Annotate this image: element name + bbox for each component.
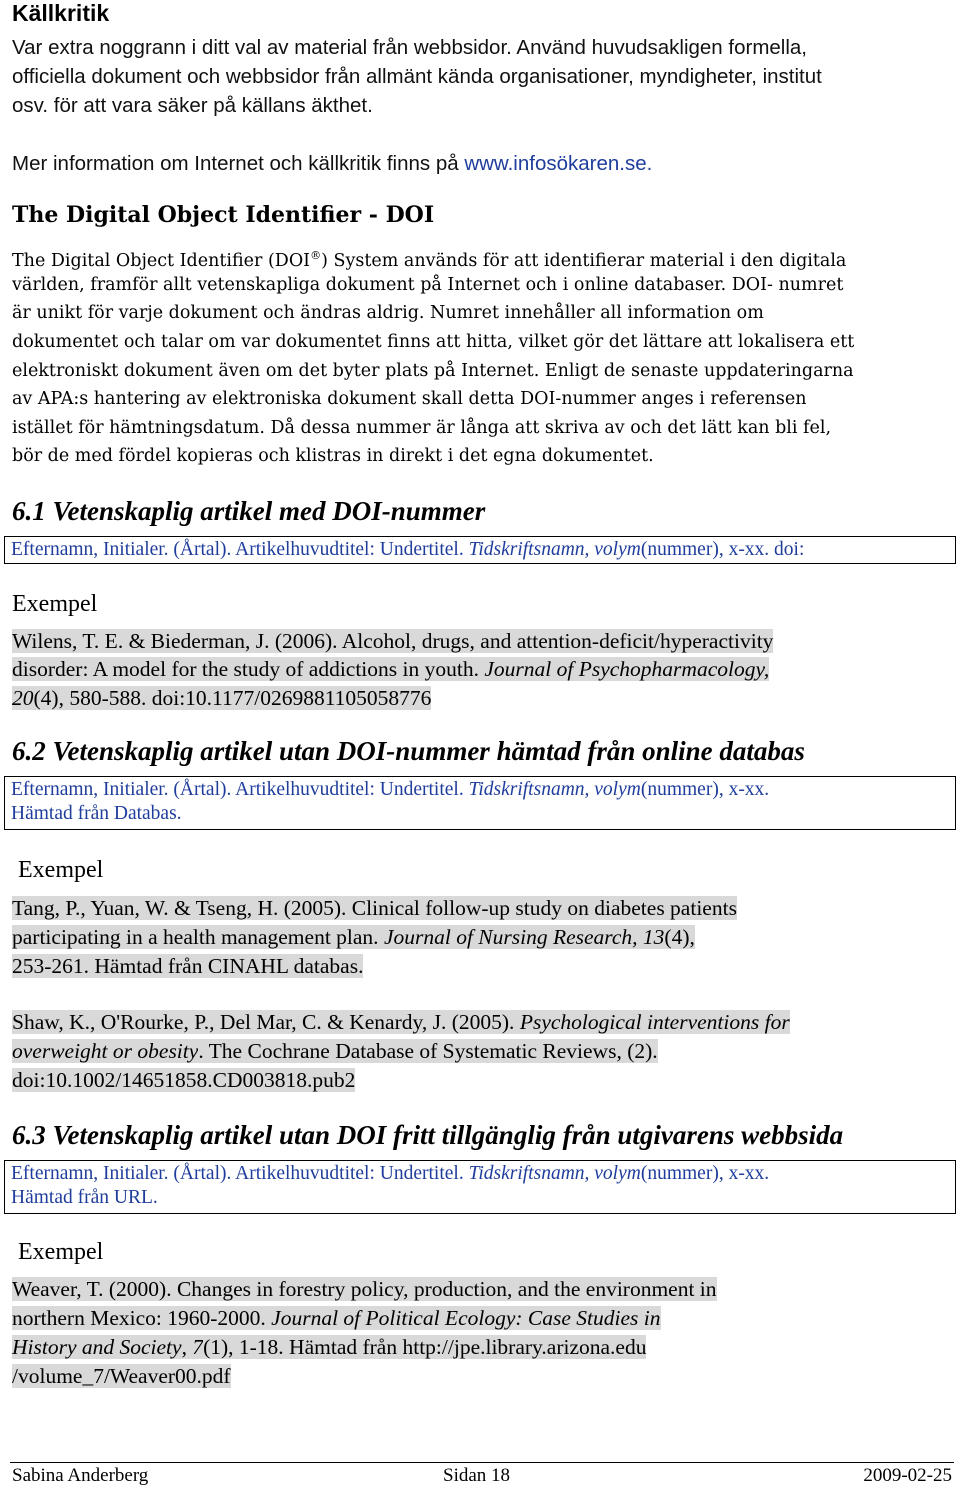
template-6-1-journal: Tidskriftsnamn, volym: [468, 539, 641, 560]
footer-page-number: Sidan 18: [443, 1465, 511, 1486]
ref-weaver-line-3: [12, 1333, 646, 1362]
footer-date: 2009-02-25: [863, 1465, 952, 1486]
doi-heading: The Digital Object Identifier - DOI: [12, 202, 435, 228]
ref-wilens-line-1: [12, 627, 773, 656]
ref-wilens-l3b: (4), 580-588. doi:10.1177/0269881105058776: [33, 686, 432, 710]
infosokaren-link[interactable]: www.infosökaren.se.: [464, 152, 653, 175]
template-6-2-line-2: Hämtad från Databas.: [11, 803, 182, 824]
ref-wilens-l2a: disorder: A model for the study of addictions in youth.: [12, 657, 485, 681]
ref-tang-line-2: [12, 923, 695, 952]
doi-line-1-prefix: The Digital Object Identifier (DOI: [12, 250, 311, 271]
doi-line-3: är unikt för varje dokument och ändras aldrig. Numret innehåller all information om: [12, 303, 764, 323]
kallkritik-line-2: officiella dokument och webbsidor från allmänt kända organisationer, myndigheter, institut: [12, 65, 822, 88]
doi-line-1-suffix: ) System används för att identifierar material i den digitala: [321, 250, 847, 271]
ref-tang-l3: 253-261. Hämtad från CINAHL databas.: [12, 954, 364, 978]
ref-shaw-l1a: Shaw, K., O'Rourke, P., Del Mar, C. & Kenardy, J. (2005).: [12, 1010, 520, 1034]
ref-wilens-line-3: [12, 684, 431, 713]
doi-line-2: världen, framför allt vetenskapliga dokument på Internet och i online databaser. DOI- numret: [12, 275, 844, 295]
template-6-2-rest: (nummer), x-xx.: [640, 779, 770, 800]
more-info-line: [12, 149, 652, 178]
doi-line-8: bör de med fördel kopieras och klistras in direkt i det egna dokumentet.: [12, 446, 654, 466]
doi-line-6: av APA:s hantering av elektroniska dokument skall detta DOI-nummer anges i referensen: [12, 389, 807, 409]
template-6-2-journal: Tidskriftsnamn, volym: [468, 779, 641, 800]
ref-tang-line-1: [12, 894, 737, 923]
doi-line-7: istället för hämtningsdatum. Då dessa nummer är långa att skriva av och det lätt kan bli fel,: [12, 418, 832, 438]
section-6-1-heading: 6.1 Vetenskaplig artikel med DOI-nummer: [12, 496, 486, 526]
kallkritik-line-3: osv. för att vara säker på källans äkthet.: [12, 94, 373, 117]
footer-divider: [10, 1462, 954, 1463]
more-info-text: Mer information om Internet och källkritik finns på: [12, 152, 465, 175]
ref-weaver-journal: Journal of Political Ecology: Case Studies in: [271, 1306, 661, 1330]
template-6-2-line-1: [11, 778, 949, 802]
ref-shaw-title-2: overweight or obesity: [12, 1039, 199, 1063]
template-box-6-2: [4, 776, 956, 830]
template-6-3-rest: (nummer), x-xx.: [640, 1163, 770, 1184]
ref-wilens-journal: Journal of Psychopharmacology,: [484, 657, 770, 681]
template-6-1-rest: (nummer), x-xx. doi:: [640, 539, 805, 560]
template-6-2-author: Efternamn, Initialer. (Årtal). Artikelhuvudtitel: Undertitel.: [11, 779, 469, 800]
ref-wilens-line-2: [12, 655, 769, 684]
ref-shaw-line-1: [12, 1008, 790, 1037]
ref-tang-l1: Tang, P., Yuan, W. & Tseng, H. (2005). Clinical follow-up study on diabetes patients: [12, 896, 737, 920]
ref-weaver-line-4: [12, 1362, 231, 1391]
section-6-2-heading: 6.2 Vetenskaplig artikel utan DOI-nummer hämtad från online databas: [12, 736, 805, 766]
ref-weaver-line-1: [12, 1275, 717, 1304]
ref-tang-l2a: participating in a health management plan.: [12, 925, 384, 949]
ref-shaw-line-3: [12, 1066, 355, 1095]
ref-weaver-journal-2: History and Society: [12, 1335, 182, 1359]
ref-shaw-l2b: . The Cochrane Database of Systematic Reviews, (2).: [198, 1039, 658, 1063]
template-6-1-author: Efternamn, Initialer. (Årtal). Artikelhuvudtitel: Undertitel.: [11, 539, 469, 560]
doi-line-5: elektroniskt dokument även om det byter plats på Internet. Enligt de senaste uppdateringarna: [12, 361, 854, 381]
ref-shaw-doi: doi:10.1002/14651858.CD003818.pub2: [12, 1068, 356, 1092]
ref-weaver-l3b: ,: [181, 1335, 193, 1359]
ref-shaw-title: Psychological interventions for: [519, 1010, 790, 1034]
exempel-6-2: Exempel: [18, 857, 104, 883]
template-6-3-line-1: [11, 1162, 949, 1186]
exempel-6-1: Exempel: [12, 591, 98, 617]
ref-wilens-l1: Wilens, T. E. & Biederman, J. (2006). Alcohol, drugs, and attention-deficit/hyperactivity: [12, 629, 774, 653]
kallkritik-heading: Källkritik: [12, 0, 110, 26]
ref-shaw-line-2: [12, 1037, 658, 1066]
kallkritik-line-1: Var extra noggrann i ditt val av material från webbsidor. Använd huvudsakligen formella,: [12, 36, 808, 59]
ref-weaver-url-end: /volume_7/Weaver00.pdf: [12, 1364, 231, 1388]
ref-weaver-l2a: northern Mexico: 1960-2000.: [12, 1306, 272, 1330]
template-box-6-3: [4, 1160, 956, 1214]
section-6-3-heading: 6.3 Vetenskaplig artikel utan DOI fritt tillgänglig från utgivarens webbsida: [12, 1120, 844, 1150]
template-6-3-journal: Tidskriftsnamn, volym: [468, 1163, 641, 1184]
footer-author: Sabina Anderberg: [12, 1465, 149, 1486]
ref-weaver-l3d: (1), 1-18. Hämtad från http://jpe.library.arizona.edu: [203, 1335, 647, 1359]
doi-line-4: dokumentet och talar om var dokumentet finns att hitta, vilket gör det lättare att lokalisera ett: [12, 332, 855, 352]
ref-wilens-volume: 20: [12, 686, 34, 710]
ref-tang-line-3: [12, 952, 363, 981]
ref-tang-l2c: (4),: [664, 925, 695, 949]
exempel-6-3: Exempel: [18, 1239, 104, 1265]
registered-mark: ®: [310, 249, 322, 262]
ref-tang-journal: Journal of Nursing Research, 13: [383, 925, 665, 949]
ref-weaver-line-2: [12, 1304, 661, 1333]
ref-weaver-l1: Weaver, T. (2000). Changes in forestry policy, production, and the environment in: [12, 1277, 717, 1301]
template-6-3-line-2: Hämtad från URL.: [11, 1187, 158, 1208]
template-box-6-1: [4, 536, 956, 564]
template-6-3-author: Efternamn, Initialer. (Årtal). Artikelhuvudtitel: Undertitel.: [11, 1163, 469, 1184]
ref-weaver-volume: 7: [192, 1335, 204, 1359]
